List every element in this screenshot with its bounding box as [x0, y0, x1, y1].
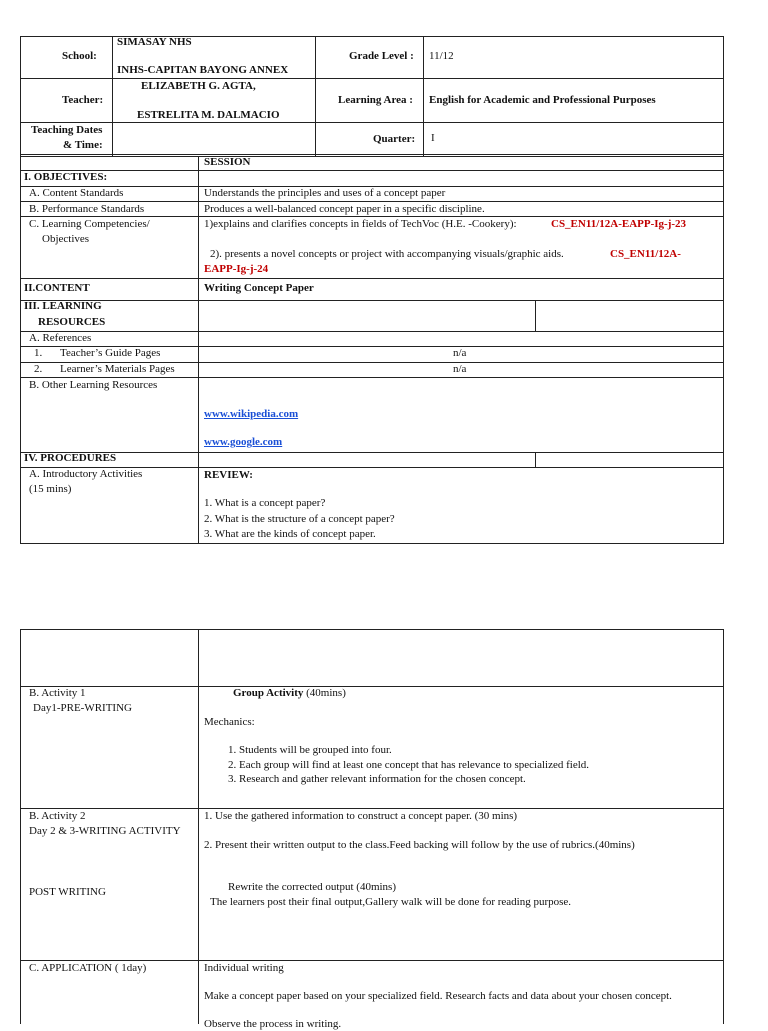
teaching-dates-label: Teaching Dates [31, 124, 103, 136]
activity-2-step-1: 1. Use the gathered information to construct a concept paper. (30 mins) [204, 810, 518, 822]
performance-standards-value: Produces a well-balanced concept paper in a specific discipline. [204, 203, 485, 215]
mechanics-step-3: 3. Research and gather relevant information for the chosen concept. [228, 773, 526, 785]
review-heading: REVIEW: [204, 469, 253, 481]
teachers-guide-label: Teacher’s Guide Pages [60, 347, 161, 359]
teachers-guide-value: n/a [453, 347, 467, 359]
content-standards-value: Understands the principles and uses of a concept paper [204, 187, 446, 199]
learning-area-label: Learning Area : [338, 94, 413, 106]
competencies-label-2: Objectives [42, 233, 90, 245]
activity-2-day: Day 2 & 3-WRITING ACTIVITY [29, 825, 181, 837]
activity-1-label: B. Activity 1 [29, 687, 86, 699]
post-writing-line-2: The learners post their final output,Gallery walk will be done for reading purpose. [210, 896, 572, 908]
competency-1-code: CS_EN11/12A-EAPP-Ig-j-23 [551, 218, 687, 230]
learners-materials-value: n/a [453, 363, 467, 375]
school-label: School: [62, 50, 97, 62]
competency-1-text: 1)explains and clarifies concepts in fields of TechVoc (H.E. -Cookery): [204, 218, 517, 230]
school-line-2: INHS-CAPITAN BAYONG ANNEX [117, 64, 289, 76]
learning-resources-heading-2: RESOURCES [38, 316, 106, 328]
google-link[interactable]: www.google.com [204, 436, 283, 448]
grade-level-value: 11/12 [429, 50, 454, 62]
teacher-line-1: ELIZABETH G. AGTA, [141, 80, 256, 92]
activity-2-step-2: 2. Present their written output to the class.Feed backing will follow by the use of rubrics.(40mins) [204, 839, 635, 851]
grade-level-label: Grade Level : [349, 50, 414, 62]
quarter-label: Quarter: [373, 133, 416, 145]
post-writing-line-1: Rewrite the corrected output (40mins) [228, 881, 397, 893]
post-writing-label: POST WRITING [29, 886, 106, 898]
application-label: C. APPLICATION ( 1day) [29, 962, 147, 974]
other-resources-label: B. Other Learning Resources [29, 379, 158, 391]
objectives-heading: I. OBJECTIVES: [24, 171, 108, 183]
teacher-label: Teacher: [62, 94, 104, 106]
group-activity-bold: Group Activity [233, 687, 304, 699]
references-label: A. References [29, 332, 92, 344]
activity-1-day: Day1-PRE-WRITING [33, 702, 132, 714]
lm-number: 2. [34, 363, 43, 375]
teacher-line-2: ESTRELITA M. DALMACIO [137, 109, 280, 121]
review-question-2: 2. What is the structure of a concept paper? [204, 513, 395, 525]
group-activity-heading [233, 687, 346, 700]
procedures-heading: IV. PROCEDURES [24, 452, 117, 464]
school-line-1: SIMASAY NHS [117, 36, 192, 48]
tg-number: 1. [34, 347, 43, 359]
application-line-2: Make a concept paper based on your specialized field. Research facts and data about your chosen concept. [204, 990, 672, 1002]
application-line-1: Individual writing [204, 962, 284, 974]
review-question-1: 1. What is a concept paper? [204, 497, 326, 509]
introductory-activities-label: A. Introductory Activities [29, 468, 143, 480]
mechanics-step-2: 2. Each group will find at least one concept that has relevance to specialized field. [228, 759, 590, 771]
activity-2-label: B. Activity 2 [29, 810, 86, 822]
learning-area-value: English for Academic and Professional Purposes [429, 94, 656, 106]
learners-materials-label: Learner’s Materials Pages [60, 363, 175, 375]
mechanics-step-1: 1. Students will be grouped into four. [228, 744, 392, 756]
content-heading: II.CONTENT [24, 282, 90, 294]
application-line-3: Observe the process in writing. [204, 1018, 342, 1030]
learning-resources-heading: III. LEARNING [24, 300, 102, 312]
quarter-value: I [431, 132, 435, 144]
competency-2-code-a: CS_EN11/12A- [610, 248, 681, 260]
content-standards-label: A. Content Standards [29, 187, 124, 199]
wikipedia-link[interactable]: www.wikipedia.com [204, 408, 299, 420]
performance-standards-label: B. Performance Standards [29, 203, 145, 215]
competency-2-text: 2). presents a novel concepts or project with accompanying visuals/graphic aids. [210, 248, 564, 260]
competency-2-code-b: EAPP-Ig-j-24 [204, 263, 269, 275]
review-question-3: 3. What are the kinds of concept paper. [204, 528, 376, 540]
group-activity-time: (40mins) [303, 687, 346, 699]
content-value: Writing Concept Paper [204, 282, 314, 294]
introductory-activities-time: (15 mins) [29, 483, 72, 495]
competencies-label: C. Learning Competencies/ [29, 218, 150, 230]
session-header: SESSION [204, 156, 251, 168]
mechanics-label: Mechanics: [204, 716, 255, 728]
teaching-time-label: & Time: [63, 139, 103, 151]
